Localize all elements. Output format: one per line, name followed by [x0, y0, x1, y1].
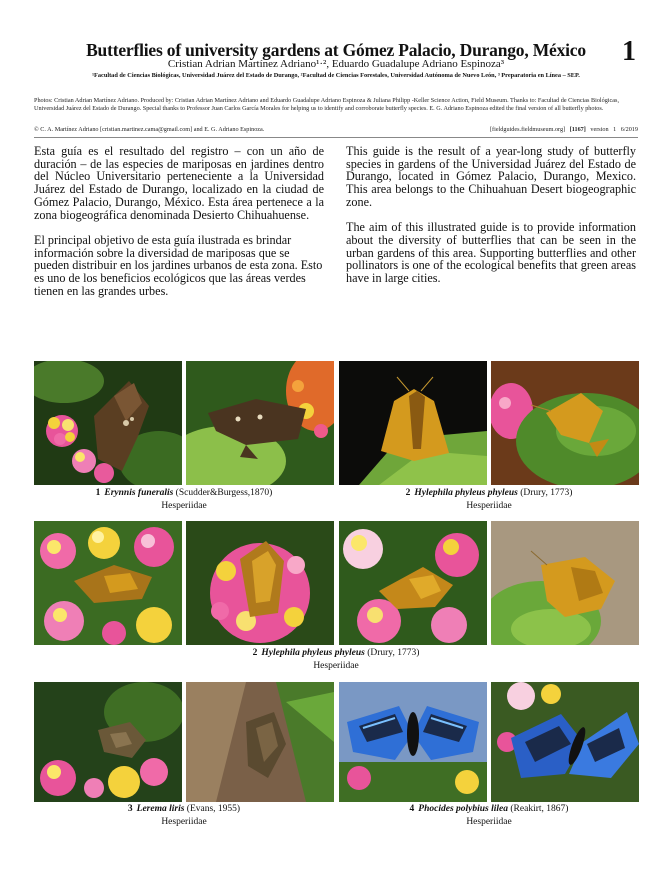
caption-species-1: [34, 487, 334, 513]
species-1-author: (Scudder&Burgess,1870): [173, 488, 273, 498]
caption-species-3: [34, 803, 334, 829]
photo-erynnis-2: [186, 361, 334, 485]
species-4-family: Hesperiidae: [466, 817, 512, 827]
species-1-family: Hesperiidae: [161, 501, 207, 511]
guide-id: [1167]: [569, 126, 586, 133]
version: version 1: [590, 126, 617, 133]
page-number: 1: [622, 36, 636, 67]
photo-phocides-2: [491, 682, 639, 802]
photo-erynnis-1: [34, 361, 182, 485]
species-2a-name: Hylephila phyleus phyleus: [414, 488, 518, 498]
photo-hylephila-2: [491, 361, 639, 485]
site-link[interactable]: [fieldguides.fieldmuseum.org]: [489, 126, 566, 133]
species-4-author: (Reakirt, 1867): [508, 804, 569, 814]
caption-species-2b: [186, 647, 486, 673]
photo-hylephila-4: [186, 521, 334, 645]
credits-text: Photos: Cristian Adrian Martínez Adriano. Produced by: Cristian Adrian Martínez Adriano and Eduardo Guadalupe Adriano Espinoza & Juliana Philipp -Keller Science Action, Field Museum. Thanks to: Facultad de Ciencias Biológicas, Universidad Juárez del Estado de Durango. Special thanks to Professor Juan Carlos García Morales for helping us to identify and corroborate butterfly species. E. G. Adriano Espinoza edited the final version of all butterfly photos.: [34, 97, 620, 113]
species-4-name: Phocides polybius lilea: [418, 804, 509, 814]
species-2b-author: (Drury, 1773): [364, 648, 420, 658]
species-3-family: Hesperiidae: [161, 817, 207, 827]
copyright: © C. A. Martínez Adriano [cristian.martinez.cama@gmail.com] and E. G. Adriano Espinoza.: [34, 126, 265, 133]
intro-english: [346, 145, 636, 297]
species-2b-number: 2: [252, 648, 258, 658]
guide-meta: [490, 126, 638, 133]
intro-spanish: [34, 145, 324, 310]
intro-en-p1: This guide is the result of a year-long study of butterfly species in gardens of the Universidad Juárez del Estado de Durango, located in Gómez Palacio, Durango, Mexico. This area belongs to the Chihuahuan Desert biogeographic zone.: [346, 144, 636, 209]
intro-es-p2: El principal objetivo de esta guía ilustrada es brindar información sobre la diversidad de mariposas que se pueden distribuir en los jardines urbanos de esta zona. Esto es uno de los beneficios ecológicos que las áreas verdes tienen en las grandes urbes.: [34, 232, 323, 298]
species-1-number: 1: [95, 488, 101, 498]
species-4-number: 4: [409, 804, 415, 814]
affiliations: ¹Facultad de Ciencias Biológicas, Universidad Juárez del Estado de Durango, ²Facultad de Ciencias Forestales, Universidad Autónoma de Nuevo León, ³ Preparatoria en Línea – SEP.: [92, 72, 580, 79]
photo-hylephila-1: [339, 361, 487, 485]
species-3-name: Lerema liris: [136, 804, 185, 814]
meta-line: [34, 126, 638, 133]
species-1-name: Erynnis funeralis: [104, 488, 174, 498]
species-3-author: (Evans, 1955): [184, 804, 241, 814]
species-2b-name: Hylephila phyleus phyleus: [261, 648, 365, 658]
photo-lerema-1: [34, 682, 182, 802]
photo-hylephila-6: [491, 521, 639, 645]
date: 6/2019: [620, 126, 638, 133]
species-2a-number: 2: [405, 488, 411, 498]
authors: Cristian Adrian Martínez Adriano¹·², Eduardo Guadalupe Adriano Espinoza³: [167, 58, 505, 70]
species-2b-family: Hesperiidae: [313, 661, 359, 671]
page-title: Butterflies of university gardens at Gómez Palacio, Durango, México: [86, 40, 586, 60]
caption-species-2a: [339, 487, 639, 513]
intro-es-p1: Esta guía es el resultado del registro – con un año de duración – de las especies de mariposas en jardines dentro del Núcleo Universitario perteneciente a la Universidad Juárez del Estado de Durango, localizado en la ciudad de Gómez Palacio, Durango, México. Esta área pertenece a la zona biogeográfica denominada Desierto Chihuahuense.: [34, 144, 324, 222]
photo-lerema-2: [186, 682, 334, 802]
photo-hylephila-3: [34, 521, 182, 645]
species-2a-family: Hesperiidae: [466, 501, 512, 511]
photo-hylephila-5: [339, 521, 487, 645]
species-2a-author: (Drury, 1773): [517, 488, 573, 498]
intro-en-p2: The aim of this illustrated guide is to provide information about the diversity of butterflies that can be seen in the urban gardens of this area. Supporting butterflies and other pollinators is one of the ecological benefits that green areas have in large cities.: [346, 220, 636, 286]
species-3-number: 3: [127, 804, 133, 814]
credits: [34, 97, 638, 114]
photo-phocides-1: [339, 682, 487, 802]
divider: [34, 137, 638, 138]
caption-species-4: [339, 803, 639, 829]
